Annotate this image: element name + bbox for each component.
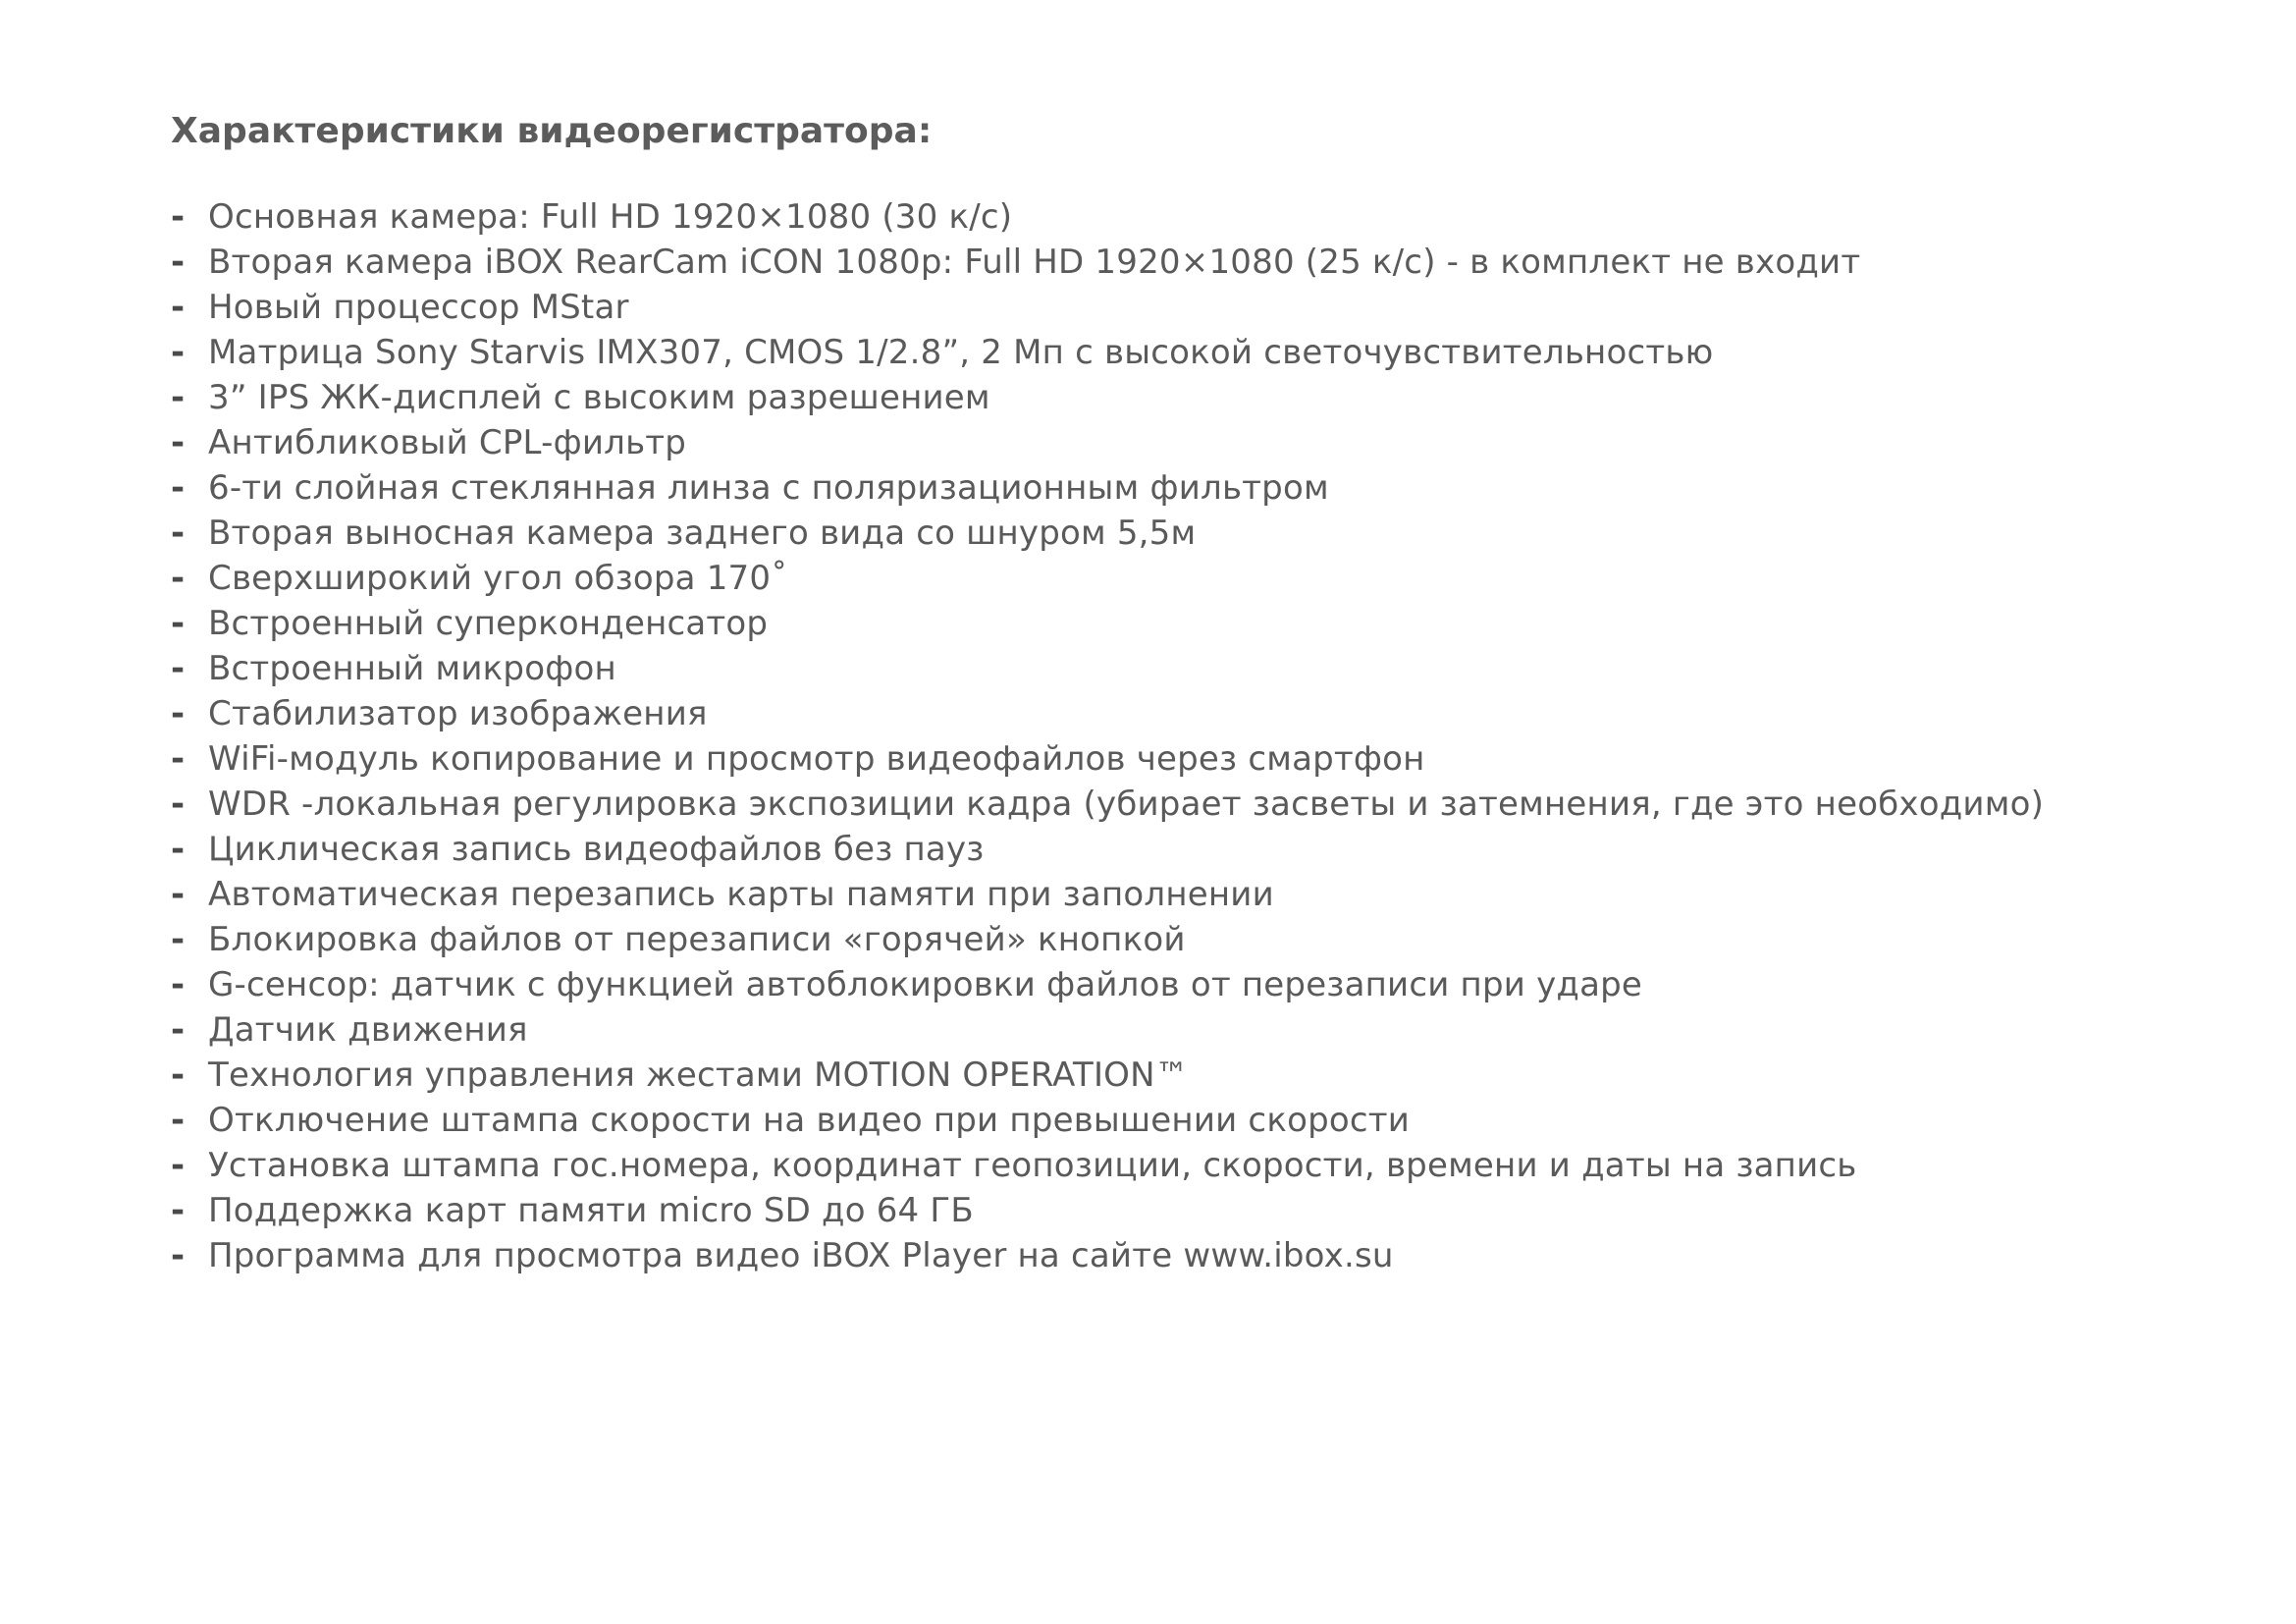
bullet-dash: - [171, 875, 186, 914]
spec-item-text: Встроенный микрофон [208, 649, 616, 688]
bullet-dash: - [171, 649, 186, 688]
spec-list-item [171, 782, 2183, 827]
spec-list-item [171, 556, 2183, 601]
spec-item-text: Автоматическая перезапись карты памяти при заполнении [208, 875, 1274, 914]
spec-list-item [171, 194, 2183, 240]
bullet-dash: - [171, 1191, 186, 1230]
bullet-dash: - [171, 378, 186, 417]
bullet-dash: - [171, 514, 186, 553]
bullet-dash: - [171, 694, 186, 733]
spec-list-item [171, 646, 2183, 691]
spec-list-item [171, 962, 2183, 1007]
bullet-dash: - [171, 333, 186, 372]
bullet-dash: - [171, 1146, 186, 1185]
spec-item-text: Матрица Sony Starvis IMX307, CMOS 1/2.8”, 2 Мп с высокой светочувствительностью [208, 333, 1714, 372]
specs-list [171, 194, 2183, 1278]
bullet-dash: - [171, 920, 186, 959]
spec-item-text: Вторая выносная камера заднего вида со шнуром 5,5м [208, 514, 1197, 553]
spec-item-text: Циклическая запись видеофайлов без пауз [208, 830, 985, 869]
bullet-dash: - [171, 1101, 186, 1140]
spec-list-item [171, 827, 2183, 872]
spec-list-item [171, 1098, 2183, 1143]
spec-item-text: G-сенсор: датчик с функцией автоблокировки файлов от перезаписи при ударе [208, 965, 1643, 1004]
spec-list-item [171, 465, 2183, 511]
spec-list-item [171, 691, 2183, 736]
spec-item-text: Поддержка карт памяти micro SD до 64 ГБ [208, 1191, 974, 1230]
spec-list-item [171, 917, 2183, 962]
spec-list-item [171, 736, 2183, 782]
spec-list-item [171, 1143, 2183, 1188]
spec-list-item [171, 511, 2183, 556]
spec-item-text: 6-ти слойная стеклянная линза с поляризационным фильтром [208, 468, 1329, 508]
spec-item-text: Стабилизатор изображения [208, 694, 708, 733]
bullet-dash: - [171, 423, 186, 462]
spec-item-text: 3” IPS ЖК-дисплей с высоким разрешением [208, 378, 990, 417]
bullet-dash: - [171, 1010, 186, 1050]
bullet-dash: - [171, 559, 186, 598]
spec-list-item [171, 1007, 2183, 1053]
spec-item-text: Отключение штампа скорости на видео при превышении скорости [208, 1101, 1411, 1140]
bullet-dash: - [171, 468, 186, 508]
bullet-dash: - [171, 785, 186, 824]
spec-list-item [171, 872, 2183, 917]
bullet-dash: - [171, 1056, 186, 1095]
spec-list-item [171, 1188, 2183, 1233]
spec-item-text: Сверхширокий угол обзора 170˚ [208, 559, 788, 598]
spec-item-text: Вторая камера iBOX RearCam iCON 1080p: Full HD 1920×1080 (25 к/с) - в комплект не входит [208, 243, 1861, 282]
spec-item-text: Блокировка файлов от перезаписи «горячей» кнопкой [208, 920, 1186, 959]
bullet-dash: - [171, 197, 186, 237]
specs-heading: Характеристики видеорегистратора: [171, 111, 933, 151]
spec-item-text: WDR -локальная регулировка экспозиции кадра (убирает засветы и затемнения, где это необходимо) [208, 785, 2045, 824]
spec-item-text: WiFi-модуль копирование и просмотр видеофайлов через смартфон [208, 739, 1425, 779]
spec-list-item [171, 601, 2183, 646]
bullet-dash: - [171, 830, 186, 869]
spec-item-text: Основная камера: Full HD 1920×1080 (30 к/с) [208, 197, 1013, 237]
spec-list-item [171, 285, 2183, 330]
specs-section [171, 102, 2183, 1278]
spec-list-item [171, 1233, 2183, 1278]
spec-item-text: Новый процессор MStar [208, 288, 629, 327]
spec-list-item [171, 1053, 2183, 1098]
spec-item-text: Датчик движения [208, 1010, 528, 1050]
spec-item-text: Технология управления жестами MOTION OPERATION™ [208, 1056, 1189, 1095]
spec-list-item [171, 240, 2183, 285]
spec-item-text: Встроенный суперконденсатор [208, 604, 769, 643]
spec-item-text: Антибликовый CPL-фильтр [208, 423, 687, 462]
bullet-dash: - [171, 739, 186, 779]
spec-item-text: Установка штампа гос.номера, координат геопозиции, скорости, времени и даты на запись [208, 1146, 1857, 1185]
bullet-dash: - [171, 965, 186, 1004]
bullet-dash: - [171, 604, 186, 643]
spec-list-item [171, 420, 2183, 465]
spec-list-item [171, 330, 2183, 375]
spec-item-text: Программа для просмотра видео iBOX Player на сайте www.ibox.su [208, 1236, 1394, 1275]
spec-list-item [171, 375, 2183, 420]
bullet-dash: - [171, 243, 186, 282]
bullet-dash: - [171, 288, 186, 327]
bullet-dash: - [171, 1236, 186, 1275]
